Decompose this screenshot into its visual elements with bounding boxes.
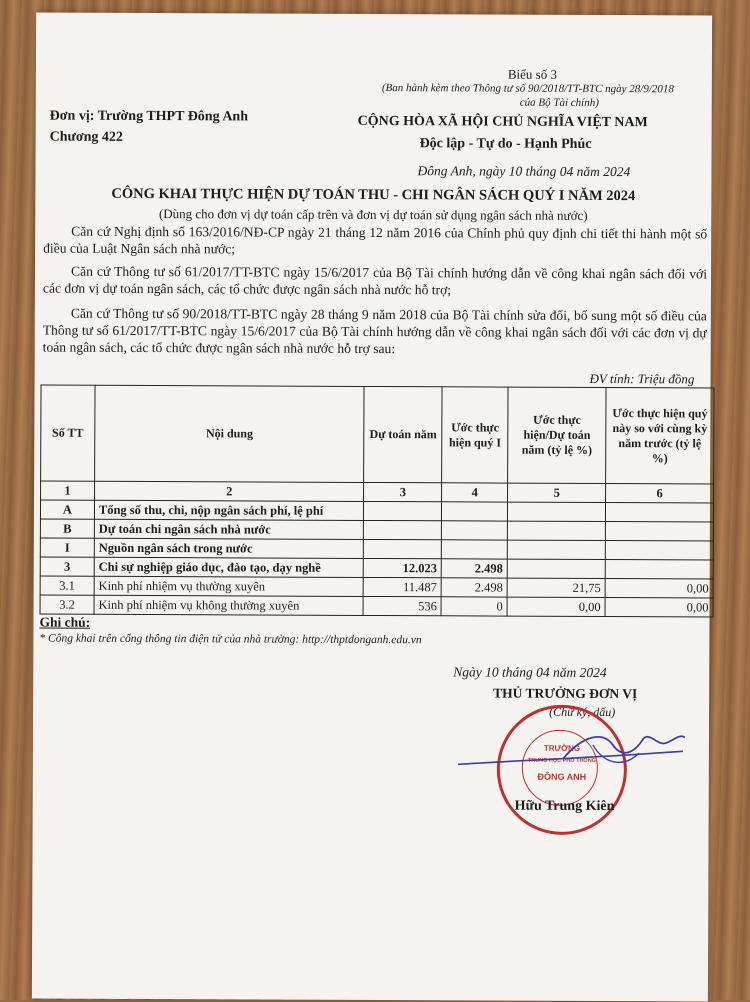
- col-number-1: 1: [41, 481, 95, 500]
- signature-role: THỦ TRƯỞNG ĐƠN VỊ: [493, 685, 638, 702]
- row-content: Kinh phí nhiệm vụ thường xuyên: [94, 576, 364, 596]
- row-q1-estimate: [442, 540, 508, 559]
- header-stt: Số TT: [41, 385, 95, 481]
- stamp-text-1: TRƯỜNG: [543, 743, 581, 753]
- row-stt: 3.1: [40, 576, 94, 595]
- row-annual-estimate: [364, 501, 442, 520]
- row-annual-estimate: 12.023: [364, 558, 442, 577]
- stamp-text-3: ĐÔNG ANH: [537, 771, 587, 782]
- row-stt: 3.2: [40, 595, 94, 614]
- signer-name: Hữu Trung Kiên: [514, 798, 615, 815]
- document-title: CÔNG KHAI THỰC HIỆN DỰ TOÁN THU - CHI NGÂN SÁCH QUÝ I NĂM 2024: [111, 185, 636, 205]
- table-header-row: [41, 385, 714, 484]
- form-note-line2: của Bộ Tài chính): [519, 96, 599, 109]
- legal-basis-paragraph-3: Căn cứ Thông tư số 90/2018/TT-BTC ngày 28 tháng 9 năm 2018 của Bộ Tài chính sửa đổi, bổ sung một số điều của Thông tư số 61/2017/TT-BTC ngày 15/6/2017 của Bộ Tài chính hướng dẫn về công khai ngân sách đối với các đơn vị dự toán ngân sách, các tổ chức được ngân sách nhà nước hỗ trợ sau:: [42, 305, 707, 357]
- stamp-text-2: TRUNG HỌC PHỔ THÔNG: [527, 757, 596, 764]
- row-ratio-annual: [507, 540, 605, 559]
- chapter-code: Chương 422: [49, 129, 123, 145]
- form-note-line1: (Ban hành kèm theo Thông tư số 90/2018/TT-BTC ngày 28/9/2018: [381, 82, 674, 96]
- row-stt: I: [40, 538, 94, 557]
- row-annual-estimate: [364, 539, 442, 558]
- col-number-2: 2: [94, 481, 364, 501]
- row-q1-estimate: 2.498: [441, 578, 507, 597]
- row-q1-estimate: 2.498: [441, 559, 507, 578]
- header-annual-estimate: Dự toán năm: [364, 386, 442, 482]
- header-ratio-annual: Ước thực hiện/Dự toán năm (tỷ lệ %): [508, 387, 606, 483]
- col-number-4: 4: [442, 483, 508, 502]
- row-content: Tổng số thu, chi, nộp ngân sách phí, lệ phí: [94, 500, 364, 520]
- handwritten-signature: [453, 714, 693, 785]
- document-subtitle: (Dùng cho đơn vị dự toán cấp trên và đơn vị dự toán sử dụng ngân sách nhà nước): [158, 206, 588, 223]
- signature-date: Ngày 10 tháng 04 năm 2024: [453, 664, 607, 681]
- budget-table: [40, 385, 715, 618]
- row-ratio-prior-year: [605, 522, 713, 541]
- row-ratio-prior-year: 0,00: [605, 598, 713, 617]
- row-annual-estimate: 536: [363, 596, 441, 615]
- note-text: * Công khai trên cổng thông tin điện tử của nhà trường: http://thptdonganh.edu.vn: [39, 632, 422, 647]
- row-q1-estimate: [442, 502, 508, 521]
- row-ratio-annual: 21,75: [507, 578, 605, 597]
- row-stt: A: [40, 500, 94, 519]
- row-ratio-prior-year: [606, 503, 714, 522]
- row-ratio-annual: 0,00: [507, 597, 605, 616]
- header-content: Nội dung: [95, 385, 365, 482]
- legal-basis-paragraph-2: Căn cứ Thông tư số 61/2017/TT-BTC ngày 15/6/2017 của Bộ Tài chính hướng dẫn về công khai ngân sách đối với các đơn vị dự toán ngân sách, các tổ chức được ngân sách nhà nước hỗ trợ;: [42, 263, 708, 298]
- row-stt: 3: [40, 557, 94, 576]
- legal-basis-paragraph-1: Căn cứ Nghị định số 163/2016/NĐ-CP ngày 21 tháng 12 năm 2016 của Chính phủ quy định chi tiết thi hành một số điều của Luật Ngân sách nhà nước;: [43, 223, 708, 257]
- row-ratio-annual: [508, 502, 606, 521]
- document-page: [32, 13, 712, 1002]
- row-q1-estimate: [442, 521, 508, 540]
- row-ratio-annual: [507, 559, 605, 578]
- place-date: Đông Anh, ngày 10 tháng 04 năm 2024: [417, 163, 631, 180]
- unit-of-measure: ĐV tính: Triệu đồng: [589, 370, 695, 387]
- row-annual-estimate: [364, 520, 442, 539]
- row-ratio-prior-year: [605, 541, 713, 560]
- unit-name: Đơn vị: Trường THPT Đông Anh: [49, 108, 249, 125]
- row-ratio-prior-year: 0,00: [605, 579, 713, 598]
- signature-note: (Chữ ký, dấu): [549, 704, 616, 720]
- row-q1-estimate: 0: [441, 597, 507, 616]
- note-title: Ghi chú:: [39, 614, 91, 630]
- row-stt: B: [40, 519, 94, 538]
- col-number-3: 3: [364, 482, 442, 501]
- col-number-6: 6: [606, 484, 714, 503]
- nation-name: CỘNG HÒA XÃ HỘI CHỦ NGHĨA VIỆT NAM: [357, 113, 648, 131]
- table-row: [40, 595, 713, 617]
- header-ratio-prior-year: Ước thực hiện quý này so với cùng kỳ năm trước (tỷ lệ %): [606, 388, 714, 484]
- row-ratio-prior-year: [605, 560, 713, 579]
- form-number: Biểu số 3: [507, 66, 558, 82]
- row-content: Kinh phí nhiệm vụ không thường xuyên: [94, 595, 364, 615]
- row-content: Chi sự nghiệp giáo dục, đào tạo, dạy nghề: [94, 557, 364, 577]
- national-motto: Độc lập - Tự do - Hạnh Phúc: [419, 136, 592, 152]
- row-ratio-annual: [508, 521, 606, 540]
- row-content: Dự toán chi ngân sách nhà nước: [94, 519, 364, 539]
- col-number-5: 5: [508, 483, 606, 502]
- row-annual-estimate: 11.487: [364, 577, 442, 596]
- header-q1-estimate: Ước thực hiện quý I: [442, 387, 508, 483]
- row-content: Nguồn ngân sách trong nước: [94, 538, 364, 558]
